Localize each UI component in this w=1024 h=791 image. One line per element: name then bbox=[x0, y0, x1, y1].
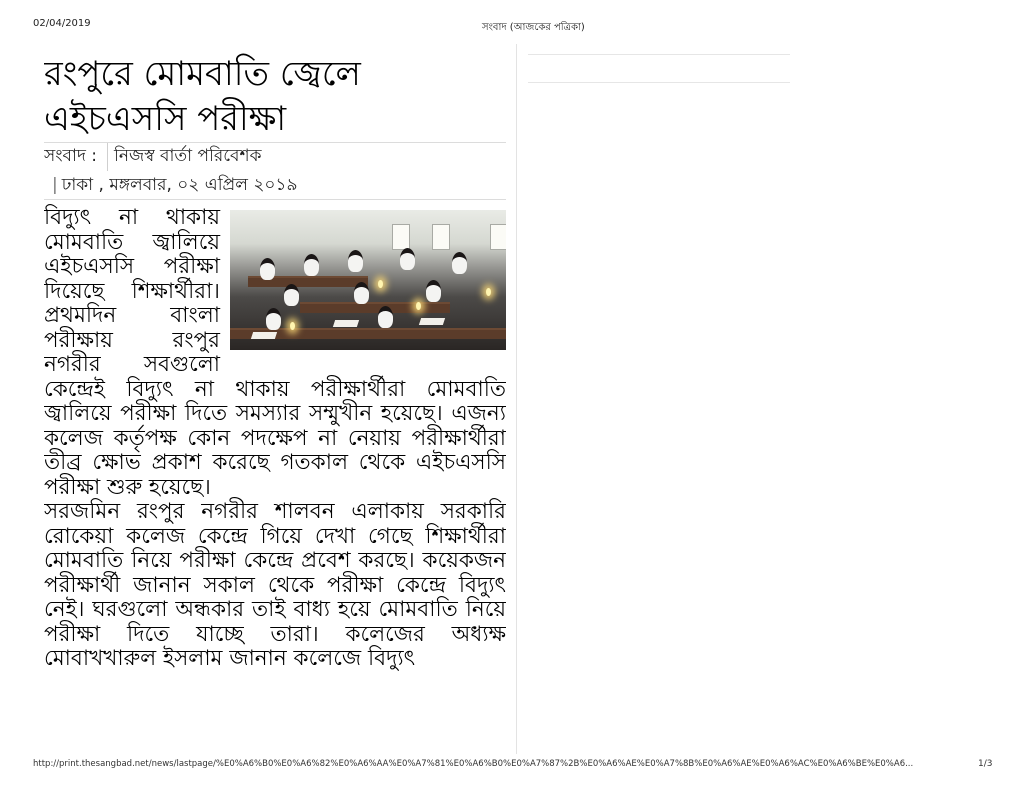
photo-window bbox=[392, 224, 410, 250]
photo-student bbox=[400, 248, 415, 270]
byline bbox=[44, 143, 506, 171]
photo-desk bbox=[300, 302, 450, 313]
photo-paper bbox=[333, 320, 359, 327]
article-paragraph-1: বিদ্যুৎ না থাকায় মোমবাতি জ্বালিয়ে এইচএসসি পরীক্ষা দিয়েছে শিক্ষার্থীরা। প্রথমদিন বাংলা পরীক্ষায় রংপুর নগরীর সবগুলো কেন্দ্রেই বিদ্যুৎ না থাকায় পরীক্ষার্থীরা মোমবাতি জ্বালিয়ে পরীক্ষা দিতে সমস্যার সম্মুখীন হয়েছে। এজন্য কলেজ কর্তৃপক্ষ কোন পদক্ষেপ না নেয়ায় পরীক্ষার্থীরা তীব্র ক্ষোভ প্রকাশ করেছে গতকাল থেকে এইচএসসি পরীক্ষা শুরু হয়েছে। bbox=[44, 205, 506, 500]
photo-student bbox=[348, 250, 363, 272]
photo-student bbox=[284, 284, 299, 306]
photo-student bbox=[266, 308, 281, 330]
candle-flame bbox=[378, 280, 383, 288]
reporter-name: নিজস্ব বার্তা পরিবেশক bbox=[114, 146, 262, 166]
photo-student bbox=[354, 282, 369, 304]
print-url: http://print.thesangbad.net/news/lastpage/%E0%A6%B0%E0%A6%82%E0%A6%AA%E0%A7%81%E0%A6%B0%E0%A7%87%2B%E0%A6%AE%E0%A7%8B%E0%A6%AE%E0%A6%AC%E0%A6%BE%E0%A6... bbox=[33, 759, 914, 769]
source-label: সংবাদ : bbox=[44, 143, 108, 171]
headline-line-2: এইচএসসি পরীক্ষা bbox=[44, 99, 287, 139]
print-date: 02/04/2019 bbox=[33, 18, 91, 29]
column-divider bbox=[516, 44, 517, 754]
photo-student bbox=[260, 258, 275, 280]
dateline-text: ঢাকা , মঙ্গলবার, ০২ এপ্রিল ২০১৯ bbox=[61, 175, 298, 195]
photo-student bbox=[378, 306, 393, 328]
headline-line-1: রংপুরে মোমবাতি জ্বেলে bbox=[44, 54, 361, 94]
photo-student bbox=[426, 280, 441, 302]
dateline bbox=[44, 171, 506, 199]
article-paragraph-2: সরজমিন রংপুর নগরীর শালবন এলাকায় সরকারি রোকেয়া কলেজ কেন্দ্রে গিয়ে দেখা গেছে শিক্ষার্থীরা মোমবাতি নিয়ে পরীক্ষা কেন্দ্রে প্রবেশ করছে। কয়েকজন পরীক্ষার্থী জানান সকাল থেকে পরীক্ষা কেন্দ্রে বিদ্যুৎ নেই। ঘরগুলো অন্ধকার তাই বাধ্য হয়ে মোমবাতি নিয়ে পরীক্ষা দিতে যাচ্ছে তারা। কলেজের অধ্যক্ষ মোবাখখারুল ইসলাম জানান কলেজে বিদ্যুৎ bbox=[44, 499, 506, 671]
sidebar-rule bbox=[528, 82, 790, 83]
headline bbox=[44, 52, 506, 142]
candle-flame bbox=[486, 288, 491, 296]
photo-window bbox=[432, 224, 450, 250]
site-title: সংবাদ (আজকের পত্রিকা) bbox=[482, 22, 585, 33]
candle-flame bbox=[416, 302, 421, 310]
dateline-separator: | bbox=[52, 175, 58, 195]
sidebar-rule bbox=[528, 54, 790, 55]
photo-window bbox=[490, 224, 506, 250]
page-number: 1/3 bbox=[978, 759, 993, 769]
candle-flame bbox=[290, 322, 295, 330]
photo-student bbox=[452, 252, 467, 274]
article-column bbox=[44, 52, 506, 752]
photo-student bbox=[304, 254, 319, 276]
photo-paper bbox=[251, 332, 277, 339]
exam-hall-photo bbox=[230, 210, 506, 350]
byline-divider bbox=[44, 199, 506, 200]
photo-paper bbox=[419, 318, 445, 325]
article-body bbox=[44, 206, 506, 672]
